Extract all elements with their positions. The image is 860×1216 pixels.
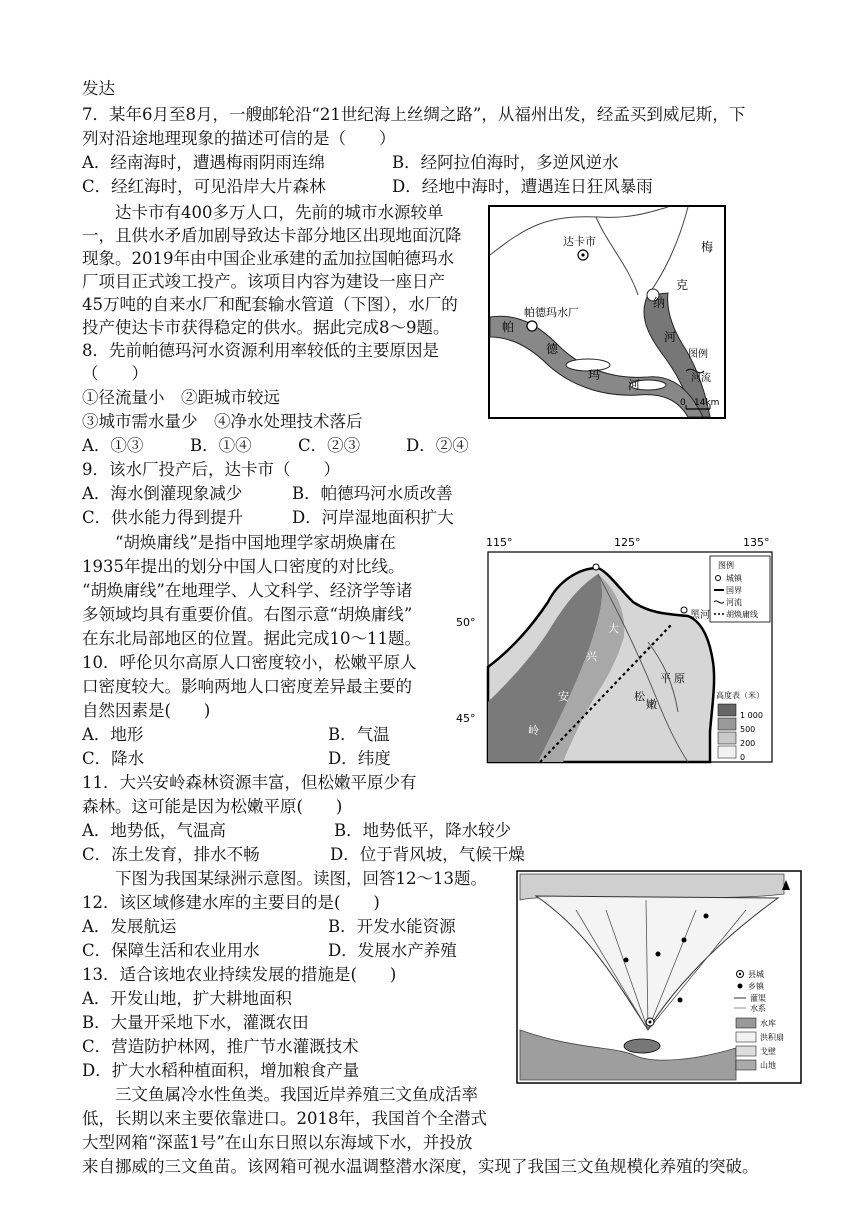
text-line: 发达 <box>82 79 115 98</box>
plain-label-3: 平 <box>660 672 671 685</box>
range-label-2: 兴 <box>586 650 597 663</box>
q12-option-d: D．发展水产养殖 <box>328 941 457 960</box>
q8-items: ③城市需水量少 ④净水处理技术落后 <box>82 412 363 431</box>
q8-option-a: A．①③ <box>82 436 144 455</box>
hu-huanyong-line-map <box>448 532 778 768</box>
passage-salmon: 低，长期以来主要依靠进口。2018年，我国首个全潜式 <box>82 1109 487 1128</box>
q11-option-b: B．地势低平，降水较少 <box>334 821 512 840</box>
q13-option-c: C．营造防护林网，推广节水灌溉技术 <box>82 1037 359 1056</box>
q8-items: ①径流量小 ②距城市较远 <box>82 388 280 407</box>
passage-hu-line: 1935年提出的划分中国人口密度的对比线。 <box>82 557 405 576</box>
q9-option-b: B．帕德玛河水质改善 <box>292 484 453 503</box>
plain-label-1: 松 <box>634 690 645 703</box>
q10-option-b: B．气温 <box>328 725 390 744</box>
plain-label-2: 嫩 <box>646 698 657 711</box>
question-7-stem: 7．某年6月至8月，一艘邮轮沿“21世纪海上丝绸之路”，从福州出发，经孟买到威尼斯，下 <box>82 105 746 124</box>
padma-water-plant-map <box>488 205 726 419</box>
q8-option-c: C．②③ <box>298 436 361 455</box>
plant-label: 帕德玛水厂 <box>524 306 579 319</box>
map2-legend-title: 图例 <box>718 561 734 570</box>
q8-option-d: D．②④ <box>406 436 469 455</box>
question-11-stem-cont: 森林。这可能是因为松嫩平原( ) <box>82 797 343 816</box>
question-10-stem-cont: 自然因素是( ) <box>82 701 211 720</box>
oasis-map <box>516 870 802 1084</box>
legend-reservoir: 水库 <box>760 1019 776 1028</box>
question-8-stem-cont: （ ） <box>82 364 148 383</box>
passage-hu-line: “胡焕庸线”是指中国地理学家胡焕庸在 <box>82 533 396 552</box>
q10-option-a: A．地形 <box>82 725 144 744</box>
question-11-stem: 11．大兴安岭森林资源丰富，但松嫩平原少有 <box>82 773 417 792</box>
q7-option-c: C．经红海时，可见沿岸大片森林 <box>82 177 326 196</box>
q12-option-b: B．开发水能资源 <box>328 917 456 936</box>
legend-mountain: 山地 <box>760 1061 776 1070</box>
question-13-stem: 13．适合该地农业持续发展的措施是( ) <box>82 965 397 984</box>
question-10-stem: 10．呼伦贝尔高原人口密度较小，松嫩平原人 <box>82 653 417 672</box>
legend-water: 水系 <box>750 1004 766 1013</box>
q13-option-b: B．大量开采地下水，灌溉农田 <box>82 1013 309 1032</box>
q9-option-d: D．河岸湿地面积扩大 <box>292 508 454 527</box>
q13-option-a: A．开发山地，扩大耕地面积 <box>82 989 292 1008</box>
padma-label-4: 河 <box>628 378 641 392</box>
q11-option-a: A．地势低，气温高 <box>82 821 226 840</box>
legend-town: 城镇 <box>726 574 742 583</box>
plain-label-4: 原 <box>674 672 685 685</box>
lat-label-45: 45° <box>456 712 476 725</box>
question-8-stem: 8．先前帕德玛河水资源利用率较低的主要原因是 <box>82 341 439 360</box>
legend-town: 乡镇 <box>748 982 764 991</box>
map1-legend-title: 图例 <box>688 349 708 360</box>
passage-hu-line: 在东北局部地区的位置。据此完成10～11题。 <box>82 629 421 648</box>
lat-label-50: 50° <box>456 616 476 629</box>
legend-hu-line: 胡焕庸线 <box>726 610 758 619</box>
q11-option-d: D．位于背风坡，气候干燥 <box>330 845 525 864</box>
q13-option-d: D．扩大水稻种植面积，增加粮食产量 <box>82 1061 360 1080</box>
map1-legend-river: 河流 <box>691 373 711 384</box>
lon-label-115: 115° <box>486 536 513 549</box>
q12-option-a: A．发展航运 <box>82 917 177 936</box>
q7-option-b: B．经阿拉伯海时，多逆风逆水 <box>392 153 619 172</box>
passage-dhaka: 投产使达卡市获得稳定的供水。据此完成8～9题。 <box>82 318 450 337</box>
legend-river: 河流 <box>726 598 742 607</box>
q9-option-a: A．海水倒灌现象减少 <box>82 484 243 503</box>
legend-gobi: 戈壁 <box>760 1047 776 1056</box>
q10-option-d: D．纬度 <box>328 749 391 768</box>
dhaka-label: 达卡市 <box>563 235 596 248</box>
elev-1000: 1 000 <box>740 711 763 720</box>
q7-option-d: D．经地中海时，遭遇连日狂风暴雨 <box>392 177 653 196</box>
meghna-label-3: 纳 <box>653 296 666 310</box>
q8-option-b: B．①④ <box>190 436 252 455</box>
legend-canal: 灌渠 <box>750 994 766 1003</box>
elev-title: 高度表（米） <box>716 691 764 700</box>
question-10-stem-cont: 口密度较大。影响两地人口密度差异最主要的 <box>82 677 412 696</box>
q10-option-c: C．降水 <box>82 749 145 768</box>
legend-county: 县城 <box>748 970 764 979</box>
question-9-stem: 9．该水厂投产后，达卡市（ ） <box>82 460 340 479</box>
q9-option-c: C．供水能力得到提升 <box>82 508 244 527</box>
lon-label-125: 125° <box>614 536 641 549</box>
padma-label-1: 帕 <box>502 320 515 334</box>
passage-salmon: 三文鱼属冷水性鱼类。我国近岸养殖三文鱼成活率 <box>82 1085 478 1104</box>
elev-500: 500 <box>740 725 756 734</box>
q12-option-c: C．保障生活和农业用水 <box>82 941 260 960</box>
meghna-label-4: 河 <box>664 330 677 344</box>
passage-dhaka: 现象。2019年由中国企业承建的孟加拉国帕德玛水 <box>82 249 454 268</box>
q7-option-a: A．经南海时，遭遇梅雨阴雨连绵 <box>82 153 325 172</box>
question-12-stem: 12．该区域修建水库的主要目的是( ) <box>82 893 380 912</box>
passage-dhaka: 一，且供水矛盾加剧导致达卡部分地区出现地面沉降 <box>82 226 462 245</box>
question-7-stem-cont: 列对沿途地理现象的描述可信的是（ ） <box>82 129 396 148</box>
elev-0: 0 <box>740 753 746 762</box>
legend-fan: 洪积扇 <box>760 1033 784 1042</box>
passage-hu-line: “胡焕庸线”在地理学、人文科学、经济学等诸 <box>82 581 413 600</box>
passage-salmon: 来自挪威的三文鱼苗。该网箱可视水温调整潜水深度，实现了我国三文鱼规模化养殖的突破。 <box>82 1157 759 1176</box>
legend-border: 国界 <box>726 586 742 595</box>
padma-label-3: 玛 <box>588 368 601 382</box>
passage-dhaka: 达卡市有400多万人口，先前的城市水源较单 <box>82 203 444 222</box>
scale-length: 14km <box>694 398 720 408</box>
scale-zero: 0 <box>680 398 686 408</box>
meghna-label-1: 梅 <box>701 240 714 254</box>
range-label-3: 安 <box>558 690 569 703</box>
q11-option-c: C．冻土发育，排水不畅 <box>82 845 260 864</box>
passage-salmon: 大型网箱“深蓝1号”在山东日照以东海域下水，并投放 <box>82 1133 473 1152</box>
passage-oasis: 下图为我国某绿洲示意图。读图，回答12～13题。 <box>82 869 487 888</box>
heihe-label: 黑河 <box>690 610 710 621</box>
elev-200: 200 <box>740 739 756 748</box>
range-label-1: 大 <box>608 622 619 635</box>
passage-dhaka: 厂项目正式竣工投产。该项目内容为建设一座日产 <box>82 272 445 291</box>
passage-hu-line: 多领域均具有重要价值。右图示意“胡焕庸线” <box>82 605 413 624</box>
range-label-4: 岭 <box>528 724 539 737</box>
padma-label-2: 德 <box>546 342 559 356</box>
lon-label-135: 135° <box>743 536 770 549</box>
passage-dhaka: 45万吨的自来水厂和配套输水管道（下图），水厂的 <box>82 295 458 314</box>
meghna-label-2: 克 <box>676 278 689 292</box>
